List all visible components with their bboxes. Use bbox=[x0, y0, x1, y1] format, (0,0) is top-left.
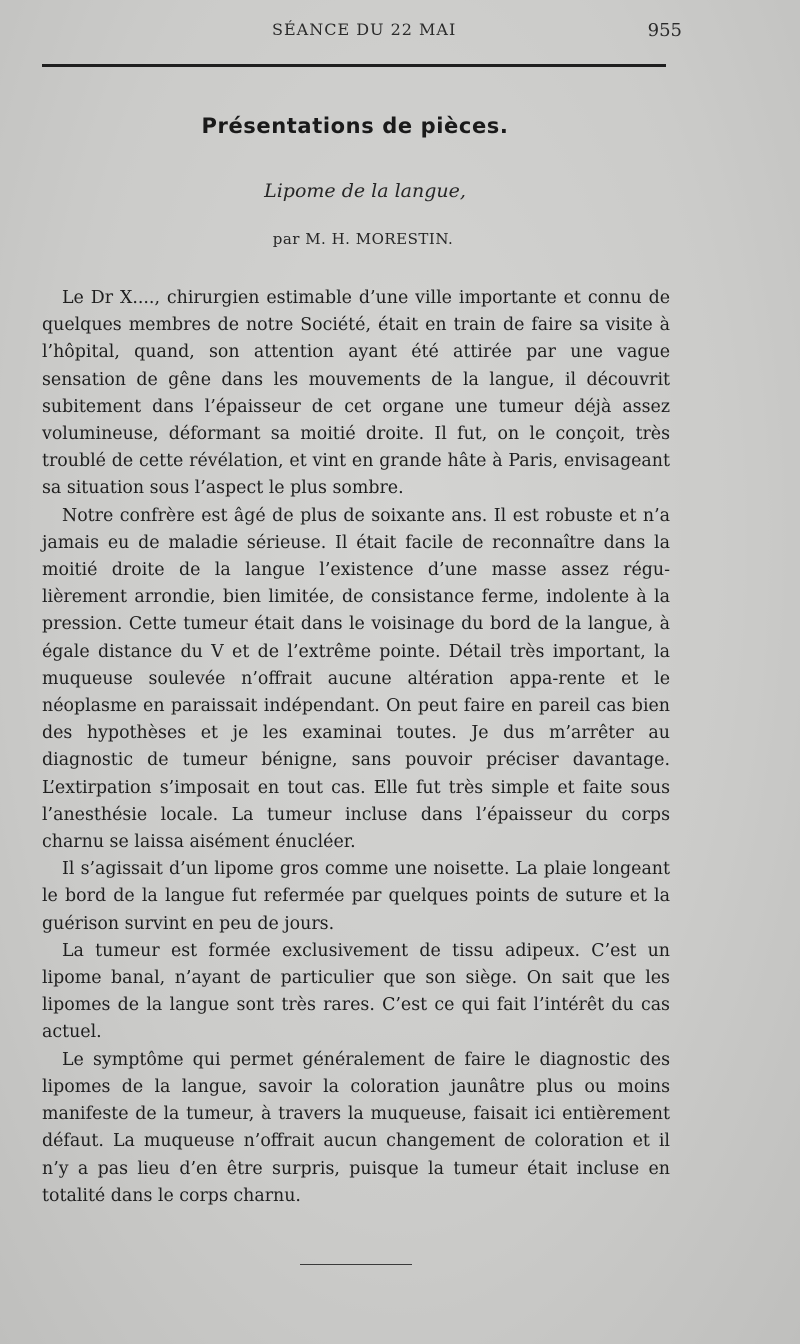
section-title: Présentations de pièces. bbox=[201, 114, 509, 138]
page-header bbox=[42, 20, 682, 46]
paragraph: Notre confrère est âgé de plus de soixante ans. Il est robuste et n’a jamais eu de maladie sérieuse. Il était facile de reconnaître dans la moitié droite de la langue l’existence d’une masse assez régu-lièrement arrondie, bien limitée, de consistance ferme, indolente à la pression. Cette tumeur était dans le voisinage du bord de la langue, à égale distance du V et de l’extrême pointe. Détail très important, la muqueuse soulevée n’offrait aucune altération appa-rente et le néoplasme en paraissait indépendant. On peut faire en pareil cas bien des hypothèses et je les examinai toutes. Je dus m’arrêter au diagnostic de tumeur bénigne, sans pouvoir préciser davantage. L’extirpation s’imposait en tout cas. Elle fut très simple et faite sous l’anesthésie locale. La tumeur incluse dans l’épaisseur du corps charnu se laissa aisément énucléer. bbox=[42, 505, 670, 853]
running-head: SÉANCE DU 22 MAI bbox=[272, 20, 457, 39]
end-rule bbox=[300, 1264, 412, 1265]
paragraph: La tumeur est formée exclusivement de tissu adipeux. C’est un lipome banal, n’ayant de particulier que son siège. On sait que les lipomes de la langue sont très rares. C’est ce qui fait l’intérêt du cas actuel. bbox=[42, 940, 670, 1043]
article-body bbox=[42, 285, 670, 1210]
page-number: 955 bbox=[647, 20, 682, 41]
paragraph: Le symptôme qui permet généralement de faire le diagnostic des lipomes de la langue, savoir la coloration jaunâtre plus ou moins manifeste de la tumeur, à travers la muqueuse, faisait ici entièrement défaut. La muqueuse n’offrait aucun changement de coloration et il n’y a pas lieu d’en être surpris, puisque la tumeur était incluse en totalité dans le corps charnu. bbox=[42, 1049, 670, 1206]
header-rule bbox=[42, 64, 666, 67]
article-title: Lipome de la langue, bbox=[264, 180, 466, 202]
paragraph: Il s’agissait d’un lipome gros comme une noisette. La plaie longeant le bord de la langue fut refermée par quelques points de suture et la guérison survint en peu de jours. bbox=[42, 859, 670, 934]
article-byline: par M. H. MORESTIN. bbox=[272, 230, 454, 248]
paragraph: Le Dr X...., chirurgien estimable d’une ville importante et connu de quelques membres de notre Société, était en train de faire sa visite à l’hôpital, quand, son attention ayant été attirée par une vague sensation de gêne dans les mouvements de la langue, il découvrit subitement dans l’épaisseur de cet organe une tumeur déjà assez volumineuse, déformant sa moitié droite. Il fut, on le conçoit, très troublé de cette révélation, et vint en grande hâte à Paris, envisageant sa situation sous l’aspect le plus sombre. bbox=[42, 288, 670, 499]
